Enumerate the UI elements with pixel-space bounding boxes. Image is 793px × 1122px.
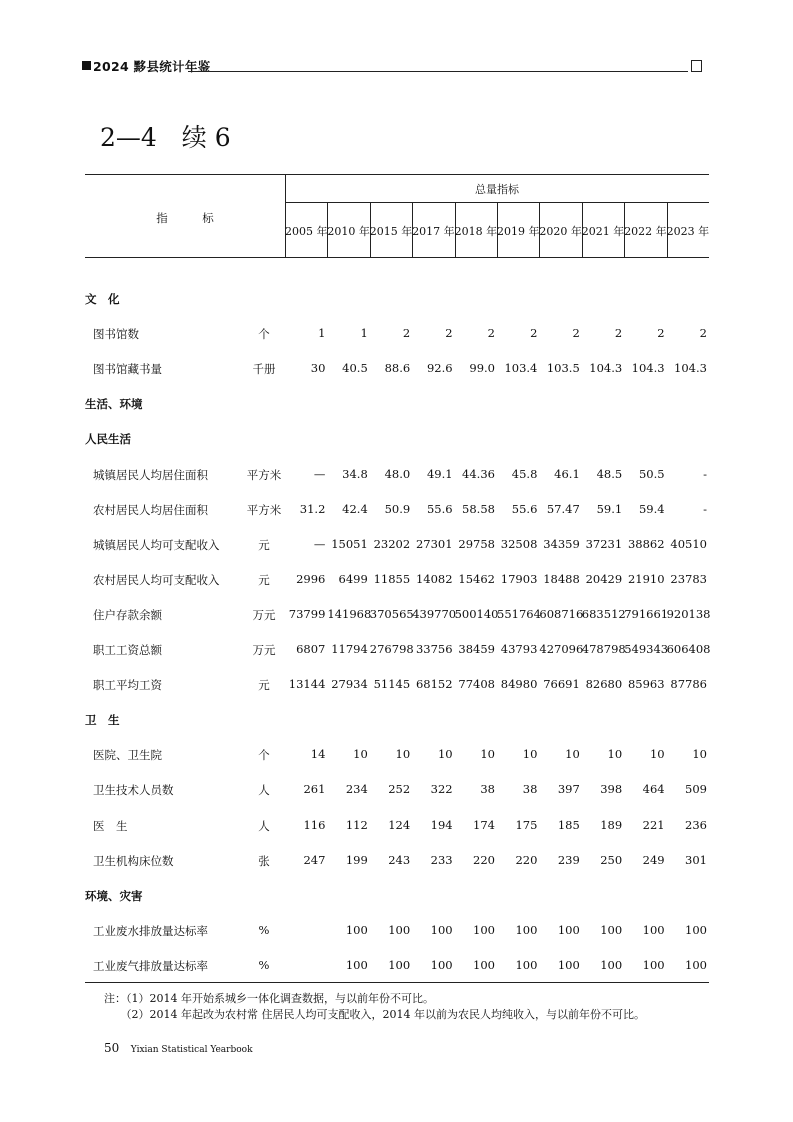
year-header: 2019 年 <box>497 225 540 238</box>
value-cell: 194 <box>430 817 453 832</box>
value-cell: 38862 <box>627 536 665 551</box>
value-cell: 48.0 <box>384 466 411 481</box>
value-cell: 38 <box>522 782 538 797</box>
value-cell: 100 <box>515 957 538 972</box>
column-divider <box>285 174 286 257</box>
value-cell: 301 <box>685 852 707 867</box>
row-label: 卫生技术人员数 <box>93 783 174 798</box>
value-cell: 10 <box>480 747 495 762</box>
value-cell: 398 <box>600 782 623 797</box>
row-unit: 个 <box>258 748 270 763</box>
value-cell: 2 <box>530 326 538 341</box>
row-unit: 人 <box>258 783 270 798</box>
value-cell: 82680 <box>585 677 623 692</box>
value-cell: 2996 <box>296 571 326 586</box>
year-header: 2010 年 <box>327 225 370 238</box>
value-cell: 551764 <box>497 606 541 621</box>
value-cell: 68152 <box>415 677 453 692</box>
value-cell: 23202 <box>373 536 411 551</box>
value-cell: 549343 <box>624 642 669 656</box>
value-cell: 42.4 <box>342 501 368 516</box>
value-cell: 15462 <box>458 571 495 586</box>
running-header-text: 2024 黟县统计年鉴 <box>93 59 211 74</box>
value-cell: 100 <box>557 922 580 937</box>
value-cell: 87786 <box>670 677 707 692</box>
value-cell: 185 <box>557 817 580 832</box>
value-cell: 88.6 <box>384 361 411 376</box>
value-cell: 43793 <box>500 642 538 656</box>
row-unit: 万元 <box>252 607 276 622</box>
value-cell: 103.4 <box>504 361 538 376</box>
value-cell: 33756 <box>415 642 453 656</box>
value-cell: 100 <box>515 922 538 937</box>
value-cell: 100 <box>430 922 453 937</box>
value-cell: 50.5 <box>638 466 665 481</box>
value-cell: - <box>703 501 707 516</box>
statistics-table <box>85 174 709 984</box>
value-cell: 276798 <box>369 642 414 656</box>
row-group-label: 生活、环境 <box>85 397 143 412</box>
row-unit: 万元 <box>252 643 276 657</box>
value-cell: 38459 <box>458 642 495 656</box>
value-cell: 683512 <box>581 606 626 621</box>
value-cell: 2 <box>402 326 411 341</box>
row-label: 职工平均工资 <box>93 678 162 693</box>
value-cell: 14082 <box>415 571 453 586</box>
page-footer <box>104 1041 253 1055</box>
value-cell: 10 <box>353 747 368 762</box>
value-cell: 175 <box>515 817 538 832</box>
value-cell: 37231 <box>585 536 623 551</box>
value-cell: 31.2 <box>299 501 326 516</box>
value-cell: 100 <box>642 957 665 972</box>
value-cell: 34.8 <box>342 466 368 481</box>
value-cell: 92.6 <box>426 361 453 376</box>
value-cell: 11855 <box>373 571 411 586</box>
value-cell: 234 <box>345 782 368 797</box>
note-2: （2）2014 年起改为农村常 住居民人均可支配收入，2014 年以前为农民人均纯收入，与以前年份不可比。 <box>104 1008 645 1021</box>
value-cell: 100 <box>388 922 411 937</box>
value-cell: 2 <box>614 326 623 341</box>
value-cell: 14 <box>310 747 326 762</box>
row-label: 工业废气排放量达标率 <box>93 958 208 973</box>
value-cell: 100 <box>600 922 623 937</box>
value-cell: 2 <box>487 326 495 341</box>
table-notes <box>104 991 645 1023</box>
value-cell: 10 <box>565 747 580 762</box>
row-unit: 元 <box>258 537 270 552</box>
value-cell: 104.3 <box>589 361 623 376</box>
year-header: 2021 年 <box>581 225 625 238</box>
value-cell: 10 <box>522 747 538 762</box>
header-rule <box>188 71 688 72</box>
value-cell: 250 <box>600 852 623 867</box>
value-cell: 100 <box>473 922 495 937</box>
value-cell: 6807 <box>296 642 326 656</box>
value-cell: 1 <box>318 326 326 341</box>
row-label: 农村居民人均居住面积 <box>93 502 208 517</box>
value-cell: 220 <box>515 852 538 867</box>
row-label: 城镇居民人均居住面积 <box>93 467 208 482</box>
value-cell: 606408 <box>666 642 711 656</box>
value-cell: 116 <box>303 817 326 832</box>
page-number: 50 <box>104 1041 120 1055</box>
value-cell: 1 <box>360 326 368 341</box>
value-cell: 233 <box>430 852 453 867</box>
value-cell: 103.5 <box>546 361 580 376</box>
row-unit: 人 <box>258 818 270 833</box>
value-cell: 243 <box>388 852 411 867</box>
year-header: 2022 年 <box>624 225 667 238</box>
value-cell: 2 <box>699 326 707 341</box>
value-cell: 20429 <box>585 571 623 586</box>
row-label: 卫生机构床位数 <box>93 853 174 868</box>
value-cell: 141968 <box>327 606 372 621</box>
value-cell: 104.3 <box>674 361 707 376</box>
value-cell: 34359 <box>543 536 580 551</box>
value-cell: 38 <box>480 782 495 797</box>
row-label: 图书馆藏书量 <box>93 362 162 377</box>
value-cell: 51145 <box>373 677 411 692</box>
value-cell: 18488 <box>543 571 580 586</box>
value-cell: - <box>703 466 707 481</box>
black-square-icon <box>82 61 91 70</box>
row-label: 住户存款余额 <box>93 607 162 622</box>
value-cell: 10 <box>607 747 623 762</box>
group-header: 总量指标 <box>475 183 519 196</box>
value-cell: 478798 <box>581 642 626 656</box>
value-cell: 239 <box>557 852 580 867</box>
value-cell: 40.5 <box>342 361 368 376</box>
table-header-rule <box>85 257 709 258</box>
row-unit: % <box>258 922 270 937</box>
value-cell: 100 <box>345 957 368 972</box>
value-cell: 23783 <box>670 571 707 586</box>
row-label: 农村居民人均可支配收入 <box>93 572 220 587</box>
indicator-header: 指 标 <box>156 211 214 225</box>
value-cell: 370565 <box>369 606 414 621</box>
value-cell: 6499 <box>338 571 368 586</box>
value-cell: 174 <box>473 817 495 832</box>
value-cell: 10 <box>437 747 453 762</box>
value-cell: 17903 <box>500 571 538 586</box>
value-cell: 2 <box>572 326 580 341</box>
value-cell: 100 <box>557 957 580 972</box>
value-cell: 45.8 <box>511 466 538 481</box>
value-cell: 112 <box>345 817 368 832</box>
row-unit: 千册 <box>252 362 276 377</box>
value-cell: 76691 <box>543 677 580 692</box>
note-1: 注：（1）2014 年开始系城乡一体化调查数据，与以前年份不可比。 <box>104 992 434 1005</box>
footer-english-title: Yixian Statistical Yearbook <box>130 1045 253 1055</box>
row-label: 医院、卫生院 <box>93 748 162 763</box>
table-top-rule <box>85 174 709 175</box>
value-cell: 13144 <box>288 677 326 692</box>
value-cell: 55.6 <box>511 501 538 516</box>
value-cell: 10 <box>649 747 665 762</box>
value-cell: 73799 <box>288 606 326 621</box>
value-cell: 500140 <box>454 606 499 621</box>
row-group-label: 人民生活 <box>85 432 131 447</box>
value-cell: 397 <box>557 782 580 797</box>
value-cell: 100 <box>685 922 707 937</box>
value-cell: — <box>313 536 326 551</box>
value-cell: 57.47 <box>546 501 580 516</box>
value-cell: 29758 <box>458 536 495 551</box>
value-cell: 100 <box>642 922 665 937</box>
value-cell: 509 <box>685 782 707 797</box>
value-cell: 322 <box>430 782 453 797</box>
value-cell: 84980 <box>500 677 538 692</box>
value-cell: 50.9 <box>384 501 411 516</box>
value-cell: 199 <box>345 852 368 867</box>
value-cell: 100 <box>473 957 495 972</box>
row-unit: 个 <box>258 327 270 342</box>
value-cell: 77408 <box>458 677 495 692</box>
value-cell: 124 <box>388 817 411 832</box>
value-cell: 2 <box>657 326 665 341</box>
row-unit: 元 <box>258 572 270 587</box>
running-header <box>82 58 702 74</box>
value-cell: 247 <box>303 852 326 867</box>
row-label: 医 生 <box>93 818 128 833</box>
page-title: 2—4 续 6 <box>100 123 231 152</box>
row-group-label: 环境、灾害 <box>85 888 143 903</box>
value-cell: 100 <box>600 957 623 972</box>
value-cell: 30 <box>310 361 326 376</box>
value-cell: 10 <box>395 747 411 762</box>
value-cell: 49.1 <box>426 466 453 481</box>
row-unit: 平方米 <box>246 467 282 482</box>
year-header: 2015 年 <box>369 225 413 238</box>
value-cell: 189 <box>600 817 623 832</box>
value-cell: 249 <box>642 852 665 867</box>
value-cell: 85963 <box>627 677 665 692</box>
year-header: 2018 年 <box>454 225 498 238</box>
value-cell: 58.58 <box>462 501 495 516</box>
value-cell: — <box>313 466 326 481</box>
table-bottom-rule <box>85 982 709 983</box>
value-cell: 44.36 <box>462 466 495 481</box>
value-cell: 59.1 <box>596 501 623 516</box>
value-cell: 100 <box>430 957 453 972</box>
row-label: 职工工资总额 <box>93 643 162 657</box>
value-cell: 99.0 <box>469 361 495 376</box>
year-header: 2020 年 <box>539 225 582 238</box>
value-cell: 2 <box>445 326 453 341</box>
value-cell: 32508 <box>500 536 538 551</box>
year-header: 2023 年 <box>666 225 710 238</box>
value-cell: 21910 <box>627 571 665 586</box>
row-unit: 元 <box>258 678 270 693</box>
value-cell: 27934 <box>331 677 368 692</box>
row-unit: % <box>258 957 270 972</box>
value-cell: 920138 <box>666 606 711 621</box>
value-cell: 11794 <box>331 642 368 656</box>
value-cell: 104.3 <box>631 361 665 376</box>
value-cell: 464 <box>642 782 665 797</box>
value-cell: 27301 <box>415 536 453 551</box>
year-header: 2005 年 <box>285 225 328 238</box>
value-cell: 100 <box>345 922 368 937</box>
row-label: 图书馆数 <box>93 327 139 342</box>
value-cell: 48.5 <box>596 466 623 481</box>
year-header: 2017 年 <box>412 225 455 238</box>
row-label: 工业废水排放量达标率 <box>93 923 208 938</box>
value-cell: 791661 <box>624 606 669 621</box>
value-cell: 427096 <box>539 642 584 656</box>
row-label: 城镇居民人均可支配收入 <box>93 537 220 552</box>
row-group-label: 文 化 <box>85 292 120 306</box>
value-cell: 55.6 <box>426 501 453 516</box>
value-cell: 261 <box>303 782 326 797</box>
value-cell: 220 <box>473 852 495 867</box>
row-unit: 张 <box>258 853 270 868</box>
value-cell: 40510 <box>670 536 707 551</box>
row-group-label: 卫 生 <box>85 713 120 728</box>
value-cell: 252 <box>388 782 411 797</box>
value-cell: 439770 <box>412 606 457 621</box>
value-cell: 236 <box>685 817 707 832</box>
row-unit: 平方米 <box>246 502 282 517</box>
empty-square-icon <box>691 60 702 72</box>
value-cell: 46.1 <box>554 466 580 481</box>
value-cell: 15051 <box>331 536 368 551</box>
value-cell: 59.4 <box>638 501 665 516</box>
value-cell: 608716 <box>539 606 584 621</box>
value-cell: 10 <box>692 747 707 762</box>
value-cell: 100 <box>388 957 411 972</box>
value-cell: 221 <box>642 817 665 832</box>
value-cell: 100 <box>685 957 707 972</box>
